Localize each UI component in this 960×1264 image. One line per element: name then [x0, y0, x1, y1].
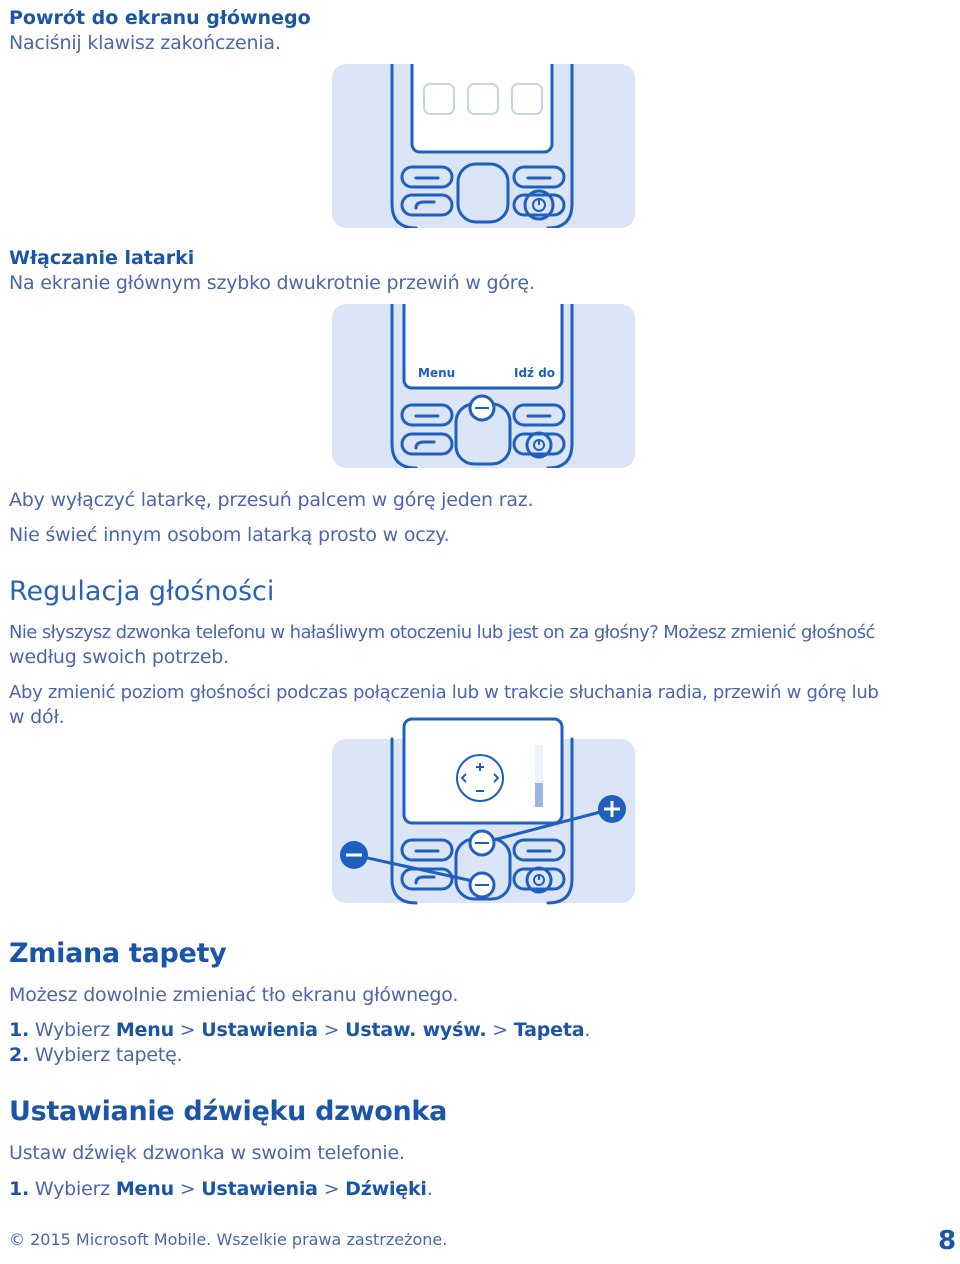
section-title-home: Powrót do ekranu głównego	[9, 7, 311, 29]
path-separator: >	[486, 1019, 514, 1041]
section-title-ringtone: Ustawianie dźwięku dzwonka	[9, 1096, 447, 1127]
ringtone-intro: Ustaw dźwięk dzwonka w swoim telefonie.	[9, 1142, 405, 1164]
screen-label-menu: Menu	[418, 366, 456, 380]
volume-text-2b: w dół.	[9, 706, 65, 728]
screen-label-go-to: Idź do	[514, 366, 556, 380]
path-separator: >	[173, 1019, 202, 1041]
illustration-end-key	[332, 64, 635, 228]
step-text: Wybierz tapetę.	[29, 1044, 183, 1066]
step-text: Wybierz	[29, 1178, 116, 1200]
wallpaper-intro: Możesz dowolnie zmieniać tło ekranu głównego.	[9, 984, 459, 1006]
menu-path-menu: Menu	[115, 1019, 174, 1041]
menu-path-sounds: Dźwięki	[345, 1178, 427, 1200]
step-number: 1.	[9, 1178, 30, 1200]
menu-path-settings: Ustawienia	[201, 1178, 318, 1200]
illustration-volume	[332, 739, 635, 903]
volume-text-1a: Nie słyszysz dzwonka telefonu w hałaśliwym otoczeniu lub jest on za głośny? Możesz zmienić głośność	[9, 622, 875, 643]
section-title-volume: Regulacja głośności	[9, 576, 275, 607]
path-separator: >	[317, 1019, 346, 1041]
menu-path-wallpaper: Tapeta	[513, 1019, 585, 1041]
step-text: Wybierz	[29, 1019, 116, 1041]
section-title-wallpaper: Zmiana tapety	[9, 938, 227, 969]
step-number: 1.	[9, 1019, 30, 1041]
path-separator: >	[173, 1178, 202, 1200]
section-text-flashlight: Na ekranie głównym szybko dwukrotnie przewiń w górę.	[9, 272, 535, 294]
wallpaper-step-2	[9, 1043, 182, 1067]
section-text-home: Naciśnij klawisz zakończenia.	[9, 32, 281, 54]
volume-text-1b: według swoich potrzeb.	[9, 646, 230, 668]
section-title-flashlight: Włączanie latarki	[9, 247, 195, 269]
menu-path-settings: Ustawienia	[201, 1019, 318, 1041]
menu-path-display: Ustaw. wyśw.	[345, 1019, 487, 1041]
copyright: © 2015 Microsoft Mobile. Wszelkie prawa zastrzeżone.	[9, 1230, 448, 1249]
page-number: 8	[938, 1226, 957, 1256]
flashlight-off-text: Aby wyłączyć latarkę, przesuń palcem w górę jeden raz.	[9, 489, 534, 511]
step-number: 2.	[9, 1044, 30, 1066]
step-end: .	[584, 1019, 591, 1041]
wallpaper-step-1	[9, 1018, 590, 1042]
illustration-flashlight	[332, 304, 635, 468]
step-end: .	[426, 1178, 433, 1200]
menu-path-menu: Menu	[115, 1178, 174, 1200]
path-separator: >	[317, 1178, 346, 1200]
flashlight-warning-text: Nie świeć innym osobom latarką prosto w oczy.	[9, 524, 450, 546]
ringtone-step-1	[9, 1177, 433, 1201]
volume-text-2a: Aby zmienić poziom głośności podczas połączenia lub w trakcie słuchania radia, przewiń w górę lub	[9, 682, 879, 703]
